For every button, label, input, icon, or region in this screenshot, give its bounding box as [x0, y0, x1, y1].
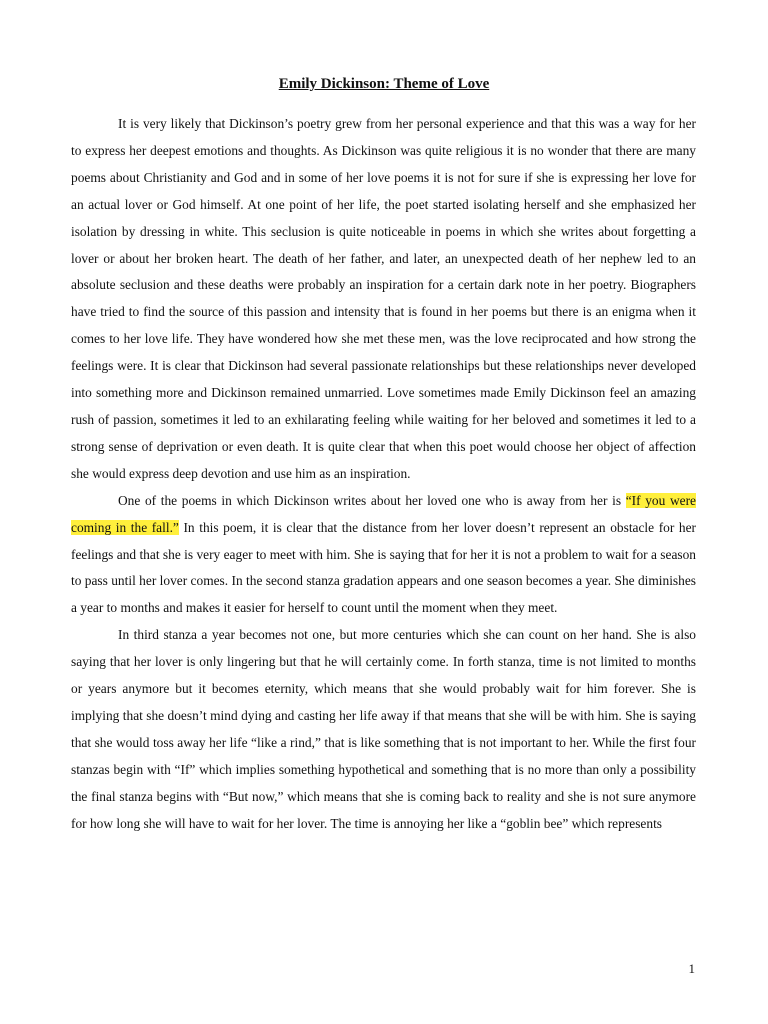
page-number: 1 [688, 961, 695, 976]
paragraph-3: In third stanza a year becomes not one, but more centuries which she can count on her hand. She is also saying that her lover is only lingering but that he will certainly come. In forth stanza, time is not limited to months or years anymore but it becomes eternity, which means that she would probably wait for him forever. She is implying that she doesn’t mind dying and casting her life away if that means that she will be with him. She is saying that she would toss away her life “like a rind,” that is like something that is not important to her. While the first four stanzas begin with “If” which implies something hypothetical and something that is no more than only a possibility the final stanza begins with “But now,” which means that she is coming back to reality and she is not sure anymore for how long she will have to wait for her lover. The time is annoying her like a “goblin bee” which represents [71, 627, 696, 831]
document-body [71, 111, 696, 837]
highlighted-poem-title: “If you were coming in the fall.” [71, 492, 696, 535]
paragraph-2-intro: One of the poems in which Dickinson writes about her loved one who is away from her is [118, 492, 626, 508]
paragraph-2-rest: In this poem, it is clear that the distance from her lover doesn’t represent an obstacle for her feelings and that she is very eager to meet with him. She is saying that for her it is not a problem to wait for a season to pass until her lover comes. In the second stanza gradation appears and one season becomes a year. She diminishes a year to months and makes it easier for herself to count until the moment when they meet. [71, 519, 696, 616]
paragraph-1: It is very likely that Dickinson’s poetry grew from her personal experience and that this was a way for her to express her deepest emotions and thoughts. As Dickinson was quite religious it is no wonder that there are many poems about Christianity and God and in some of her love poems it is not for sure if she is expressing her love for an actual lover or God himself. At one point of her life, the poet started isolating herself and she emphasized her isolation by dressing in white. This seclusion is quite noticeable in poems in which she writes about forgetting a lover or about her broken heart. The death of her father, and later, an unexpected death of her nephew led to an absolute seclusion and these deaths were probably an inspiration for a certain dark note in her poetry. Biographers have tried to find the source of this passion and intensity that is found in her poems but there is an enigma when it comes to her love life. They have wondered how she met these men, was the love reciprocated and how strong the feelings were. It is clear that Dickinson had several passionate relationships but these relationships never developed into something more and Dickinson remained unmarried. Love sometimes made Emily Dickinson feel an amazing rush of passion, sometimes it led to an exhilarating feeling while waiting for her beloved and sometimes it led to a strong sense of deprivation or even death. It is quite clear that when this poet would choose her object of affection she would express deep devotion and use him as an inspiration. [71, 116, 696, 481]
document-title: Emily Dickinson: Theme of Love [278, 76, 490, 92]
paragraph-2 [71, 488, 696, 623]
